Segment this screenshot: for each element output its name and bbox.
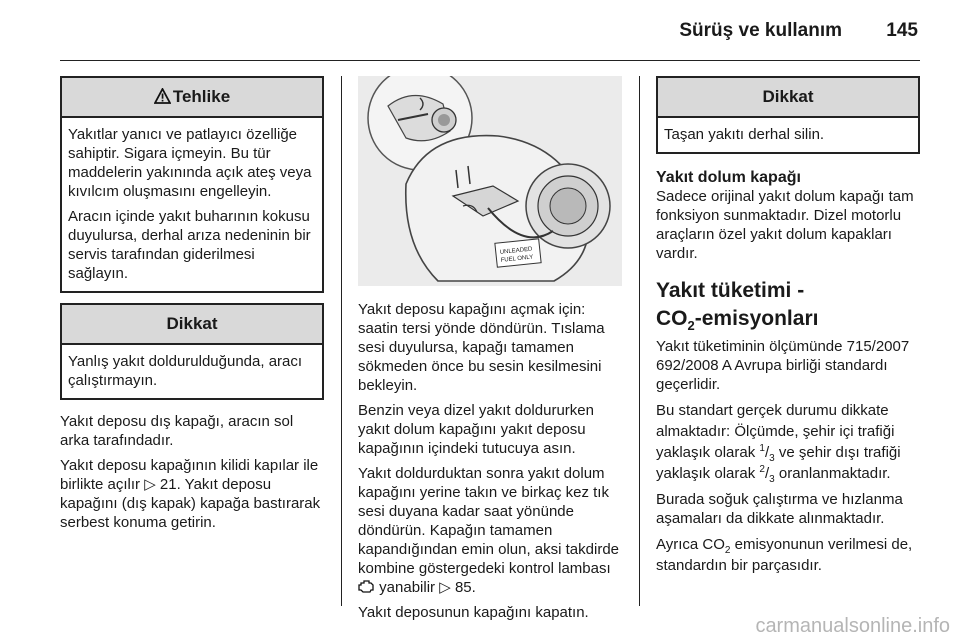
consumption-heading-line-2 — [656, 305, 920, 333]
caution-box-body — [62, 345, 322, 398]
fuel-label-line-1: UNLEADED — [499, 246, 533, 256]
fuel-flap-location-text: Yakıt deposu dış kapağı, aracın sol arka tarafındadır. — [60, 413, 294, 449]
section-title: Sürüş ve kullanım — [679, 20, 842, 41]
subscript: 2 — [687, 318, 695, 334]
text-segment: -emisyonları — [694, 307, 819, 330]
text-segment: . Yakıt deposu kapağını (dış kapak) kapağa bastırarak serbest konuma getirin. — [60, 476, 321, 531]
danger-text-1: Yakıtlar yanıcı ve patlayıcı özelliğe sahiptir. Sigara içmeyin. Bu tür maddelerin yakınında açık ateş veya kıvılcım oluşmasını engelleyin. — [68, 126, 312, 200]
column-2 — [358, 76, 622, 628]
text-segment: oranlanmaktadır. — [778, 465, 891, 482]
text-segment: Yakıt deposu kapağının kilidi kapılar ile birlikte açılır — [60, 457, 319, 493]
fuel-label-line-2: FUEL ONLY — [500, 254, 534, 264]
cold-start-text: Burada soğuk çalıştırma ve hızlanma aşamaları da dikkate alınmaktadır. — [656, 491, 903, 527]
column-1 — [60, 76, 324, 538]
danger-text-2: Aracın içinde yakıt buharının kokusu duyulursa, derhal arıza nedeninin bir servis tarafından giderilmesi sağlayın. — [68, 208, 311, 282]
fraction-numerator: 1 — [759, 443, 765, 454]
co2-text — [656, 534, 920, 576]
text-segment: CO — [656, 307, 688, 330]
column-divider-2 — [639, 76, 640, 606]
fuel-cap-illustration — [358, 76, 622, 286]
traffic-ratio-text: Bu standart gerçek durumu dikkate almaktadır: Ölçümde, şehir içi trafiği yaklaşık olarak $^1/_3$ ve şehir dışı trafiği yaklaşık olarak $^2/_3$ oranlanmaktadır. — [656, 402, 901, 485]
caution-box-header: Dikkat — [62, 305, 322, 345]
consumption-heading-line-1: Yakıt tüketimi - — [656, 279, 805, 302]
column-divider-1 — [341, 76, 342, 606]
page-header — [0, 0, 960, 60]
watermark: carmanualsonline.info — [755, 615, 950, 637]
page-ref-85[interactable]: 85 — [454, 579, 472, 596]
text-segment: Bu standart gerçek durumu dikkate almaktadır: Ölçümde, şehir içi trafiği yaklaşık olarak — [656, 402, 895, 461]
caution-box-header: Dikkat — [658, 78, 918, 118]
header-rule — [60, 60, 920, 61]
subscript: 2 — [724, 545, 731, 556]
fuel-cap-text: Sadece orijinal yakıt dolum kapağı tam fonksiyon sunmaktadır. Dizel motorlu araçların özel yakıt dolum kapakları vardır. — [656, 188, 914, 262]
hang-cap-text: Benzin veya dizel yakıt doldururken yakıt dolum kapağını yakıt deposu kapağının içindeki tutucuya asın. — [358, 402, 594, 457]
close-flap-text: Yakıt deposunun kapağını kapatın. — [358, 604, 589, 621]
danger-box-header — [62, 78, 322, 118]
page-number: 145 — [886, 20, 918, 41]
page-reference-arrow-icon: ▷ — [144, 476, 156, 493]
danger-box-title: Tehlike — [172, 87, 231, 106]
text-segment: ve şehir dışı trafiği yaklaşık olarak — [656, 444, 901, 482]
fraction-denominator: 3 — [769, 453, 775, 464]
text-segment: Yakıt doldurduktan sonra yakıt dolum kapağını yerine takın ve birkaç kez tık sesi duyana kadar saat yönünde döndürün. Kapağın tamamen kapandığından emin olun, aksi takdirde kombine göstergedeki kontrol lambası — [358, 465, 620, 577]
text-segment: Ayrıca CO — [656, 536, 725, 553]
engine-check-light-icon — [358, 579, 379, 596]
standard-text: Yakıt tüketiminin ölçümünde 715/2007 692/2008 A Avrupa birliği standardı geçerlidir. — [656, 338, 910, 393]
column-3 — [656, 76, 920, 582]
fraction-numerator: 2 — [759, 464, 765, 475]
fraction-denominator: 3 — [769, 474, 775, 485]
caution-box-wrong-fuel — [60, 303, 324, 400]
warning-triangle-icon — [154, 80, 171, 118]
fuel-cap-heading: Yakıt dolum kapağı — [656, 169, 801, 186]
danger-box-body — [62, 118, 322, 291]
text-segment: emisyonunun verilmesi de, standardın bir parçasıdır. — [656, 536, 913, 574]
caution-text: Taşan yakıtı derhal silin. — [664, 126, 825, 143]
danger-box — [60, 76, 324, 293]
text-segment: yanabilir — [379, 579, 436, 596]
page-reference-arrow-icon: ▷ — [439, 579, 451, 596]
text-segment: . — [471, 579, 476, 596]
caution-text: Yanlış yakıt doldurulduğunda, aracı çalıştırmayın. — [68, 353, 303, 389]
open-cap-text: Yakıt deposu kapağını açmak için: saatin tersi yönde döndürün. Tıslama sesi duyulursa, kapağı tamamen sökmeden önce bu sesin kesilmesini bekleyin. — [358, 301, 605, 394]
close-cap-text — [358, 464, 622, 597]
caution-box-spill — [656, 76, 920, 154]
fuel-flap-unlock-text — [60, 456, 324, 532]
caution-box-body — [658, 118, 918, 152]
page-ref-21[interactable]: 21 — [159, 476, 177, 493]
